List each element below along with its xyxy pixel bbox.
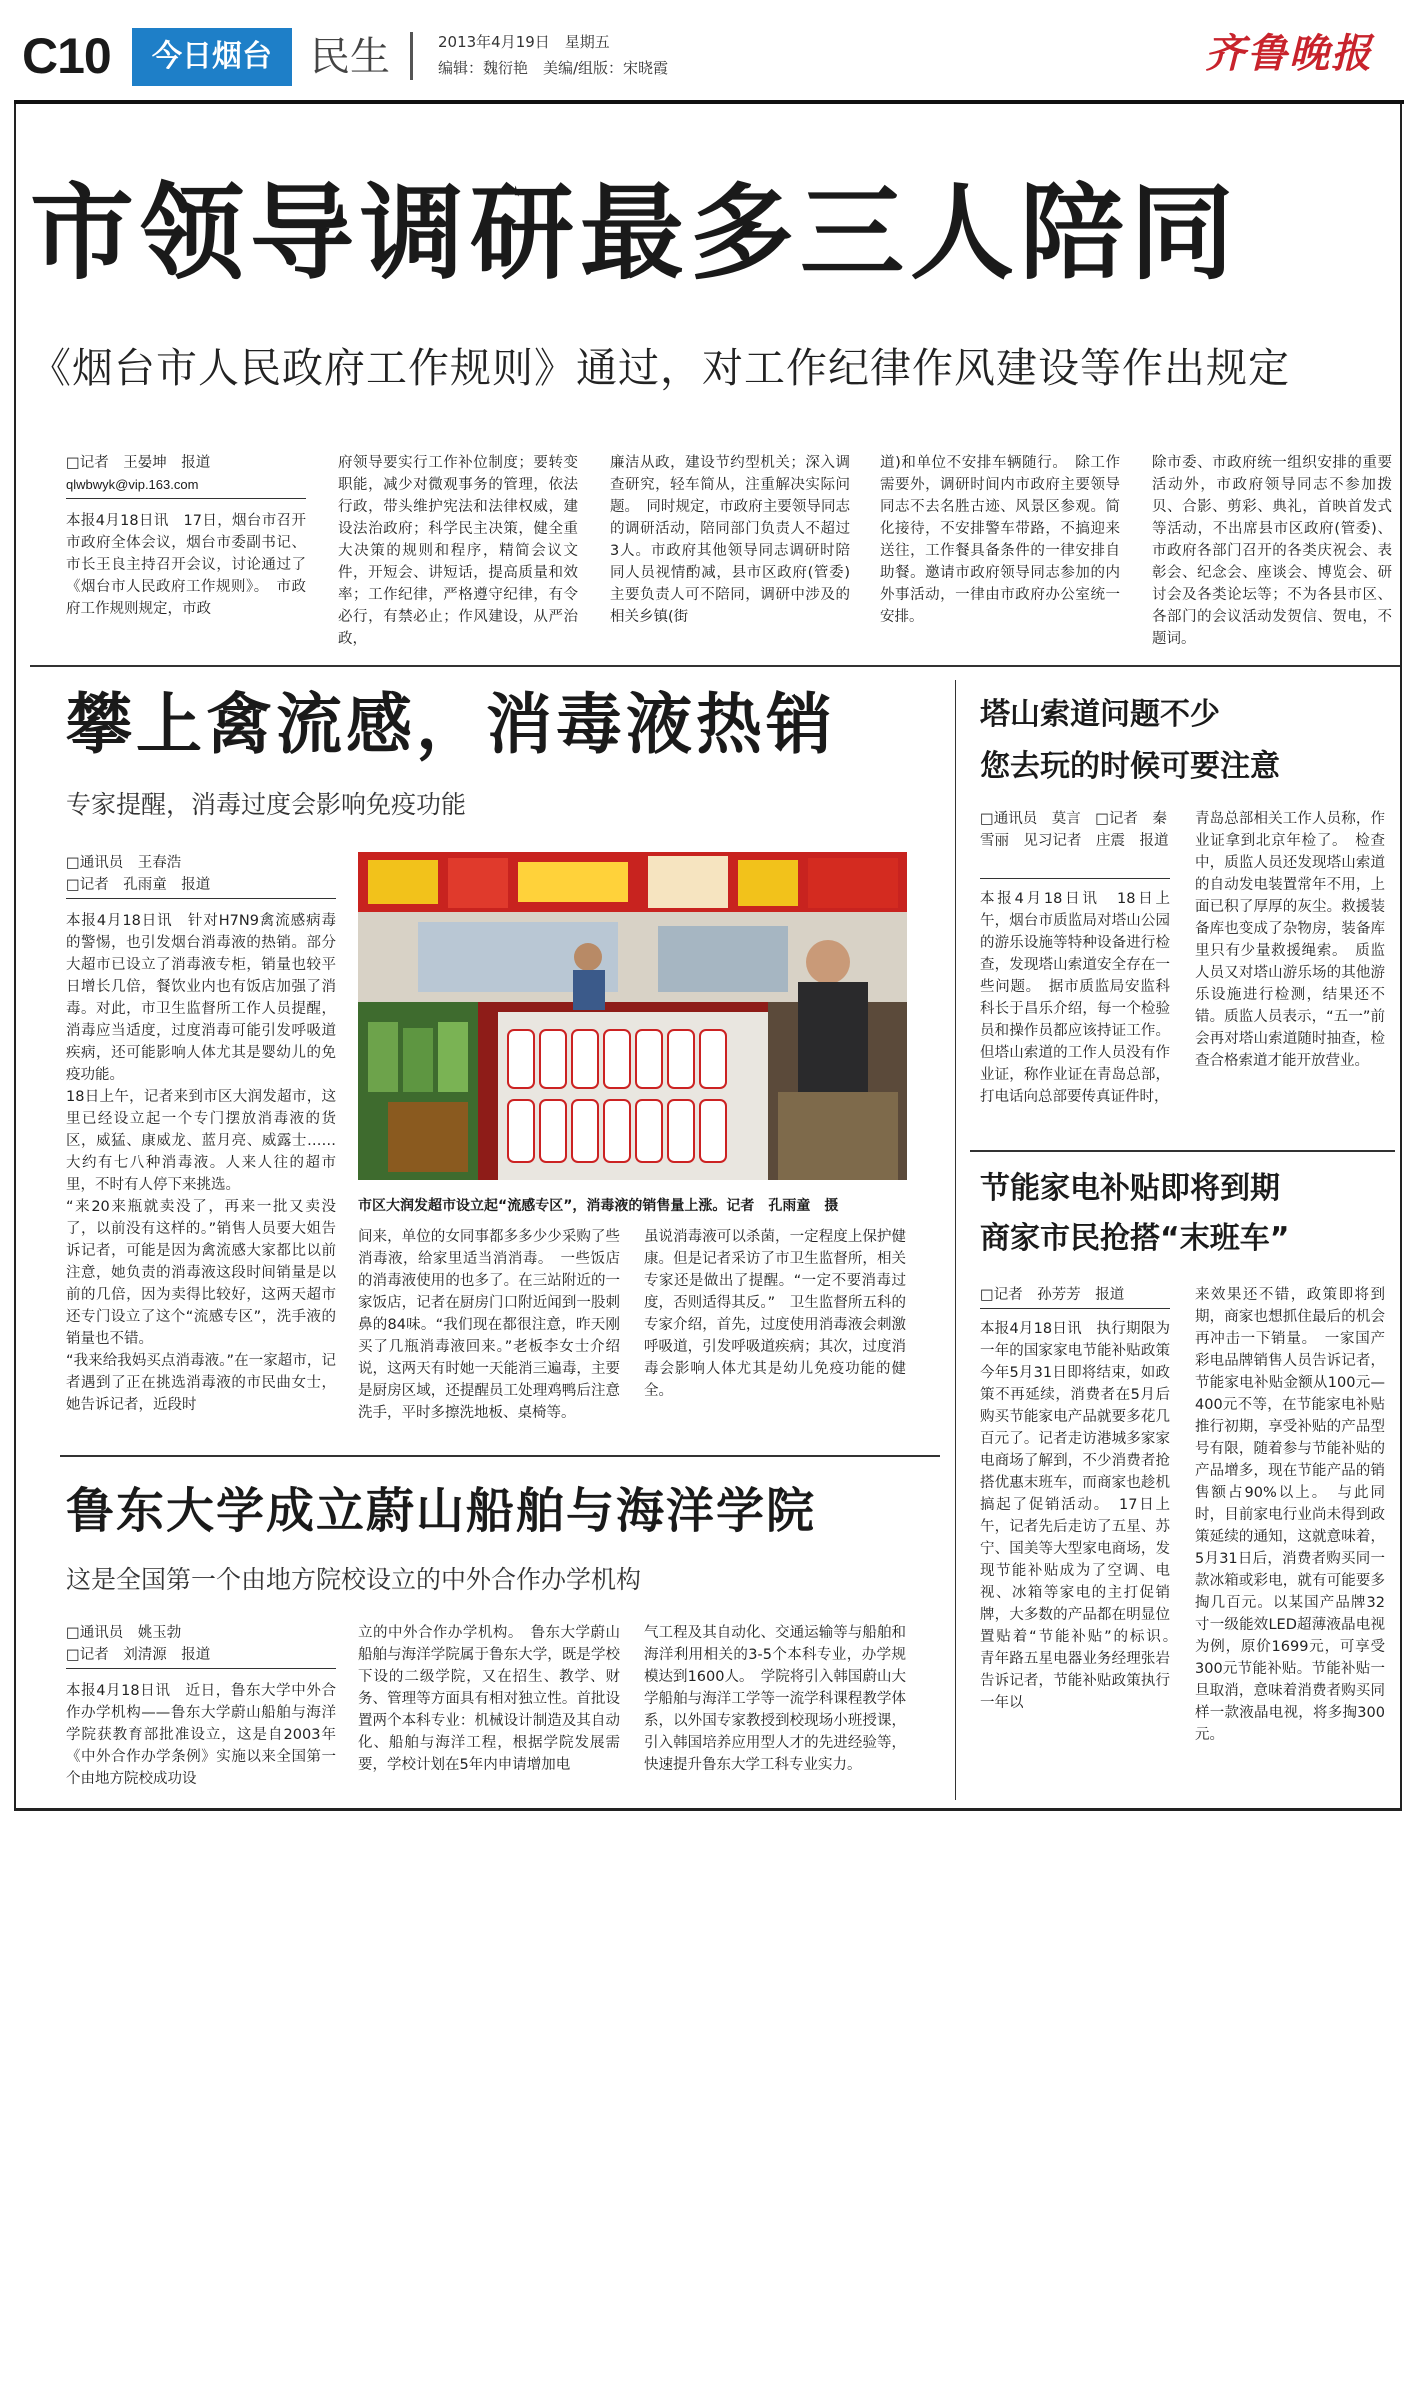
appliance-headline-1: 节能家电补贴即将到期 <box>980 1171 1280 1206</box>
lead-column-3: 廉洁从政，建设节约型机关；深入调查研究，轻车简从，注重解决实际问题。 同时规定，市政府主要领导同志的调研活动，陪同部门负责人不超过3人。市政府其他领导同志调研时陪同人员视情酌减，县市区政府(管委)主要负责人可不陪同，调研中涉及的相关乡镇(街 <box>610 455 850 625</box>
university-column-3: 气工程及其自动化、交通运输等与船舶和海洋利用相关的3-5个本科专业，办学规模达到1600人。 学院将引入韩国蔚山大学船舶与海洋工学等一流学科课程教学体系，以外国专家教授到校现场小班授课，引入韩国培养应用型人才的先进经验等，快速提升鲁东大学工科专业实力。 <box>644 1625 906 1773</box>
lead-headline: 市领导调研最多三人陪同 <box>30 172 1241 294</box>
lead-subheadline: 《烟台市人民政府工作规则》通过，对工作纪律作风建设等作出规定 <box>30 344 1290 392</box>
editor-credits: 编辑：魏衍艳 美编/组版：宋晓霞 <box>438 59 669 77</box>
lead-bottom-rule <box>30 665 1400 667</box>
flu-column-2: 间来，单位的女同事都多多少少采购了些消毒液，给家里适当消消毒。 一些饭店的消毒液使用的也多了。在三站附近的一家饭店，记者在厨房门口附近闻到一股刺鼻的84味。“我们现在都很注意，昨天刚买了几瓶消毒液回来。”老板李女士介绍说，这两天有时她一天能消三遍毒，主要是厨房区域，还提醒员工处理鸡鸭后注意洗手，平时多擦洗地板、桌椅等。 <box>358 1229 620 1421</box>
byline-rule <box>66 498 306 499</box>
university-byline-2: □记者 刘清源 报道 <box>66 1647 211 1663</box>
supermarket-photo-image <box>358 852 907 1180</box>
flu-para-2: 18日上午，记者来到市区大润发超市，这里已经设立起一个专门摆放消毒液的货区，威猛、康威龙、蓝月亮、威露士……大约有七八种消毒液。人来人往的超市里，不时有人停下来挑选。 <box>66 1089 336 1193</box>
section-tab: 今日烟台 <box>132 28 292 86</box>
sidebar-divider <box>955 680 956 1800</box>
flu-byline-rule <box>66 898 336 899</box>
lead-byline: □记者 王晏坤 报道 <box>66 455 211 471</box>
flu-byline-1: □通讯员 王春浩 <box>66 855 182 871</box>
flu-subheadline: 专家提醒，消毒过度会影响免疫功能 <box>66 790 467 819</box>
university-column-1: 本报4月18日讯 近日，鲁东大学中外合作办学机构——鲁东大学蔚山船舶与海洋学院获教育部批准设立，这是自2003年《中外合作办学条例》实施以来全国第一个由地方院校成功设 <box>66 1683 336 1787</box>
photo-caption: 市区大润发超市设立起“流感专区”，消毒液的销售量上涨。记者 孔雨童 摄 <box>358 1198 839 1214</box>
university-byline-rule <box>66 1668 336 1669</box>
flu-headline: 攀上禽流感，消毒液热销 <box>66 686 836 763</box>
appliance-headline-2: 商家市民抢搭“末班车” <box>980 1221 1290 1256</box>
flu-column-3: 虽说消毒液可以杀菌，一定程度上保护健康。但是记者采访了市卫生监督所，相关专家还是做出了提醒。“一定不要消毒过度，否则适得其反。” 卫生监督所五科的专家介绍，首先，过度使用消毒液会刺激呼吸道，引发呼吸道疾病；其次，过度消毒会影响人体尤其是幼儿免疫功能的健全。 <box>644 1229 906 1399</box>
appliance-column-1: 本报4月18日讯 执行期限为一年的国家家电节能补贴政策今年5月31日即将结束，如政策不再延续，消费者在5月后购买节能家电产品就要多花几百元了。记者走访港城多家家电商场了解到，不少消费者抢搭优惠末班车，而商家也趁机搞起了促销活动。 17日上午，记者先后走访了五星、苏宁、国美等大型家电商场，发现节能补贴成为了空调、电视、冰箱等家电的主打促销牌，大多数的产品都在明显位置贴着“节能补贴”的标识。 青年路五星电器业务经理张岩告诉记者，节能补贴政策执行一年以 <box>980 1321 1185 1711</box>
supermarket-photo <box>358 852 907 1180</box>
appliance-column-2: 来效果还不错，政策即将到期，商家也想抓住最后的机会再冲击一下销量。 一家国产彩电品牌销售人员告诉记者，节能家电补贴金额从100元—400元不等，在节能家电补贴推行初期，享受补贴的产品型号有限，随着参与节能补贴的产品增多，现在节能产品的销售额占90%以上。 与此同时，目前家电行业尚未得到政策延续的通知，这就意味着，5月31日后，消费者购买同一款冰箱或彩电，就有可能要多掏几百元。以某国产品牌32寸一级能效LED超薄液晶电视为例，原价1699元，可享受300元节能补贴。节能补贴一旦取消，意味着消费者购买同样一款液晶电视，将多掏300元。 <box>1195 1287 1385 1743</box>
university-headline: 鲁东大学成立蔚山船舶与海洋学院 <box>66 1483 817 1539</box>
cableway-bottom-rule <box>970 1150 1395 1152</box>
flu-column-1 <box>66 910 336 1416</box>
cableway-column-2: 青岛总部相关工作人员称，作业证拿到北京年检了。 检查中，质监人员还发现塔山索道的自动发电装置常年不用，上面已积了厚厚的灰尘。救援装备库也变成了杂物房，装备库里只有少量救援绳索。 质监人员又对塔山游乐场的其他游乐设施进行检测，结果还不错。质监人员表示，“五一”前会再对塔山索道随时抽查，检查合格索道才能开放营业。 <box>1195 811 1385 1069</box>
section-name: 民生 <box>310 34 390 80</box>
appliance-byline: □记者 孙芳芳 报道 <box>980 1287 1125 1303</box>
flu-para-4: “我来给我妈买点消毒液。”在一家超市，记者遇到了正在挑选消毒液的市民曲女士，她告诉记者，近段时 <box>66 1353 336 1413</box>
flu-byline-2: □记者 孔雨童 报道 <box>66 877 211 893</box>
university-subheadline: 这是全国第一个由地方院校设立的中外合作办学机构 <box>66 1565 642 1594</box>
university-column-2: 立的中外合作办学机构。 鲁东大学蔚山船舶与海洋学院属于鲁东大学，既是学校下设的二级学院，又在招生、教学、财务、管理等方面具有相对独立性。首批设置两个本科专业：机械设计制造及其自动化、船舶与海洋工程，根据学院发展需要，学校计划在5年内申请增加电 <box>358 1625 620 1773</box>
cableway-column-1: 本报4月18日讯 18日上午，烟台市质监局对塔山公园的游乐设施等特种设备进行检查，发现塔山索道安全存在一些问题。 据市质监局安监科科长于昌乐介绍，每一个检验员和操作员都应该持证工作。但塔山索道的工作人员没有作业证，称作业证在青岛总部，打电话向总部要传真证件时， <box>980 891 1170 1105</box>
header-divider <box>410 32 413 80</box>
issue-date: 2013年4月19日 星期五 <box>438 33 610 51</box>
cableway-byline-rule <box>980 878 1170 879</box>
cableway-headline-2: 您去玩的时候可要注意 <box>980 749 1280 784</box>
flu-para-3: “来20来瓶就卖没了，再来一批又卖没了，以前没有这样的。”销售人员要大姐告诉记者，可能是因为禽流感大家都比以前注意，她负责的消毒液这段时间销量是以前的几倍，因为卖得比较好，这两天超市还专门设立了这个“流感专区”，洗手液的销量也不错。 <box>66 1199 336 1347</box>
cableway-headline-1: 塔山索道问题不少 <box>980 697 1220 732</box>
appliance-byline-rule <box>980 1308 1170 1309</box>
flu-bottom-rule <box>60 1455 940 1457</box>
lead-column-4: 道)和单位不安排车辆随行。 除工作需要外，调研时间内市政府主要领导同志不去名胜古迹、风景区参观。简化接待，不安排警车带路，不搞迎来送往，工作餐具备条件的一律安排自助餐。邀请市政府领导同志参加的内外事活动，一律由市政府办公室统一安排。 <box>880 455 1120 625</box>
lead-column-5: 除市委、市政府统一组织安排的重要活动外，市政府领导同志不参加拨贝、合影、剪彩、典礼，首映首发式等活动，不出席县市区政府(管委)、市政府各部门召开的各类庆祝会、表彰会、纪念会、座谈会、博览会、研讨会及各类论坛等；不为各县市区、各部门的会议活动发贺信、贺电，不题词。 <box>1152 455 1392 647</box>
cableway-byline: □通讯员 莫言 □记者 秦雪丽 见习记者 庄震 报道 <box>980 811 1169 849</box>
flu-para-1: 本报4月18日讯 针对H7N9禽流感病毒的警惕，也引发烟台消毒液的热销。部分大超市已设立了消毒液专柜，销量也较平日增长几倍，餐饮业内也有饭店加强了消毒。对此，市卫生监督所工作人员提醒，消毒应当适度，过度消毒可能引发呼吸道疾病，还可能影响人体尤其是婴幼儿的免疫功能。 <box>66 913 336 1083</box>
page-number: C10 <box>22 28 111 84</box>
lead-email: qlwbwyk@vip.163.com <box>66 477 199 492</box>
newspaper-logo: 齐鲁晚报 <box>1205 30 1373 77</box>
lead-column-2: 府领导要实行工作补位制度；要转变职能，减少对微观事务的管理，依法行政，带头维护宪法和法律权威，建设法治政府；科学民主决策，健全重大决策的规则和程序，精简会议文件，开短会、讲短话，提高质量和效率；工作纪律，严格遵守纪律，有令必行，有禁必止；作风建设，从严治政， <box>338 455 578 647</box>
university-byline-1: □通讯员 姚玉勃 <box>66 1625 182 1641</box>
lead-column-1: 本报4月18日讯 17日，烟台市召开市政府全体会议，烟台市委副书记、市长王良主持召开会议，讨论通过了《烟台市人民政府工作规则》。 市政府工作规则规定，市政 <box>66 513 306 617</box>
